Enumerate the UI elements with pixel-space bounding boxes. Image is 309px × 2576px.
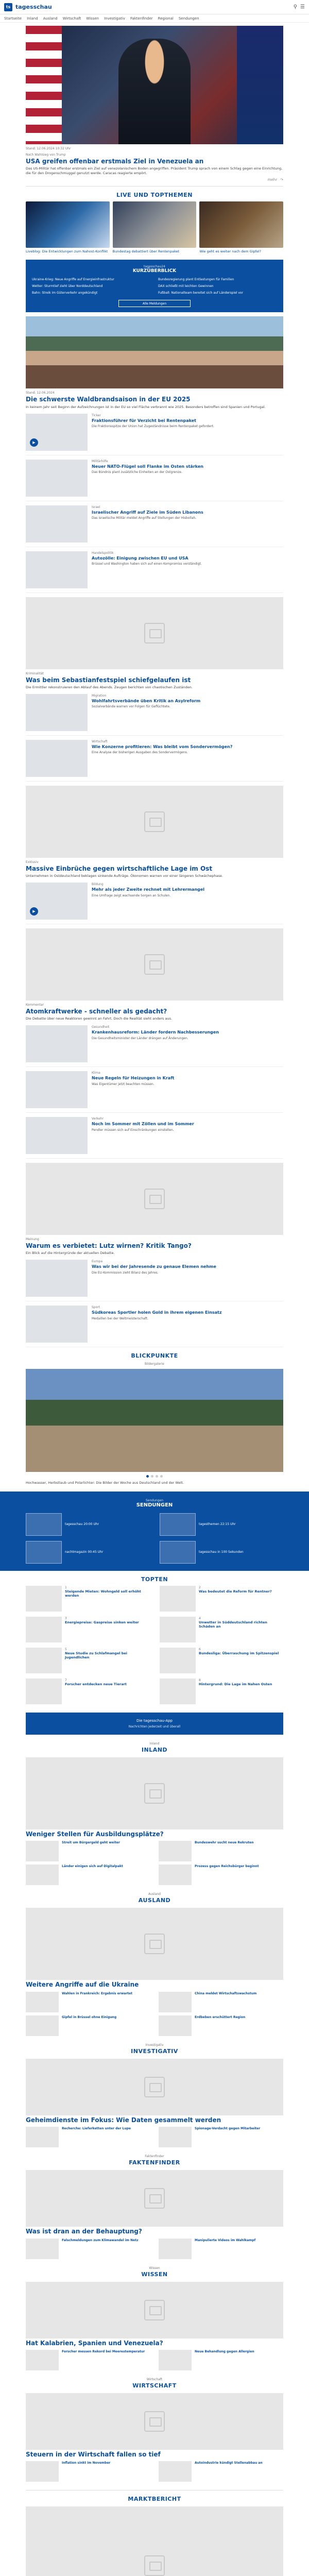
app-promo-subtitle: Nachrichten jederzeit und überall (128, 1724, 181, 1728)
image-icon (144, 623, 165, 643)
topten-item[interactable] (160, 1648, 283, 1673)
show-title: tagesschau 20:00 Uhr (65, 1522, 99, 1527)
sendungen-title: SENDUNGEN (136, 1502, 173, 1508)
row-meta: Handelspolitik (92, 551, 114, 555)
fakten-label: Faktenfinder (145, 2155, 164, 2159)
row-meta: Wirtschaft (92, 739, 108, 743)
row-headline[interactable]: Krankenhausreform: Länder fordern Nachbesserungen (92, 1030, 219, 1035)
list-item[interactable] (26, 878, 283, 924)
row-headline[interactable]: Was wir bei der Jahresende zu genaue Elemen nehme (92, 1264, 216, 1269)
block4-headline[interactable]: Atomkraftwerke - schneller als gedacht? (26, 1007, 167, 1015)
row-meta: Israel (92, 505, 100, 509)
inland-item-title: Bundeswehr sucht neue Rekruten (195, 1841, 254, 1845)
investigativ-item[interactable] (26, 2127, 150, 2147)
thumbnail (26, 883, 88, 920)
nav-item-investigativ[interactable]: Investigativ (104, 16, 125, 21)
topten-rank: 8 (199, 1678, 201, 1682)
row-meta: Bildung (92, 882, 104, 886)
row-teaser: Pendler müssen sich auf Einschränkungen einstellen. (92, 1128, 174, 1132)
ausland-title: AUSLAND (138, 1897, 171, 1904)
list-item[interactable] (26, 1113, 283, 1159)
block5-meta: Meinung (26, 1238, 39, 1242)
topten-item[interactable] (160, 1617, 283, 1642)
inland-item[interactable] (26, 1865, 150, 1885)
investigativ-title: INVESTIGATIV (131, 2047, 178, 2055)
image-icon (144, 2188, 165, 2209)
block2-teaser: Die Ermittler rekonstruieren den Ablauf des Abends. Zeugen berichten von chaotischen Zuständen. (26, 685, 193, 689)
image-icon (144, 2077, 165, 2097)
show-image (160, 1541, 196, 1564)
row-headline[interactable]: Neuer NATO-Flügel soll Flanke im Osten stärken (92, 464, 204, 469)
image-placeholder[interactable] (26, 786, 283, 858)
show-image (26, 1541, 62, 1564)
live-image (113, 201, 197, 248)
row-headline[interactable]: Wohlfahrtsverbände üben Kritik an Asylreform (92, 698, 201, 703)
topten-rank: 1 (65, 1585, 67, 1589)
share-icon[interactable]: ↷ (280, 177, 283, 182)
thumbnail (26, 414, 88, 451)
row-teaser: Sozialverbände warnen vor Folgen für Geflüchtete. (92, 705, 170, 709)
row-meta: Ticker (92, 413, 101, 417)
ausland-item-title: Gipfel in Brüssel ohne Einigung (62, 2015, 117, 2019)
wissen-label: Wissen (149, 2266, 160, 2270)
topten-rank: 5 (65, 1647, 67, 1651)
header (0, 0, 309, 14)
image-icon (144, 1783, 165, 1804)
kurzueberblick (26, 260, 283, 312)
row-teaser: Medaillen bei der Weltmeisterschaft. (92, 1316, 149, 1320)
play-icon: ▶ (30, 907, 38, 916)
list-item[interactable] (26, 1301, 283, 1347)
ausland-label: Ausland (148, 1892, 161, 1896)
lead-teaser: Das US-Militär hat offenbar erstmals ein Ziel auf venezolanischem Boden angegriffen. Präsident Trump sprach von einem Schlag gegen eine Einrichtung, die für den Drogenschmuggel genutzt werde. Caracas reagierte empört. (26, 166, 283, 176)
more-link[interactable]: mehr (267, 177, 278, 182)
thumbnail (26, 505, 88, 543)
show-card[interactable] (160, 1513, 283, 1536)
image-placeholder[interactable] (26, 2170, 283, 2227)
sendungen-label: Sendungen (145, 1498, 164, 1502)
sendungen-section (0, 1492, 309, 1571)
row-teaser: Die Gesundheitsminister der Länder drängen auf Änderungen. (92, 1036, 188, 1040)
wissen-item-title: Neue Behandlung gegen Allergien (195, 2349, 254, 2353)
block5-teaser: Ein Blick auf die Hintergründe der aktuellen Debatte. (26, 1251, 115, 1256)
topten-item[interactable] (26, 1586, 149, 1612)
live-caption: Liveblog: Die Entwicklungen zum Nahost-Konflikt (26, 249, 108, 253)
thumbnail (26, 740, 88, 777)
investigativ-headline[interactable]: Geheimdienste im Fokus: Wie Daten gesammelt werden (26, 2116, 221, 2124)
nav-item-wirtschaft[interactable]: Wirtschaft (62, 16, 81, 21)
nav-item-wissen[interactable]: Wissen (86, 16, 99, 21)
ausland-item-title: Erdbeben erschüttert Region (195, 2015, 246, 2019)
block4-teaser: Die Debatte über neue Reaktoren gewinnt an Fahrt. Doch die Realität sieht anders aus. (26, 1016, 173, 1021)
play-icon: ▶ (30, 438, 38, 447)
image-icon (144, 1934, 165, 1954)
live-caption: Wie geht es weiter nach dem Gipfel? (199, 249, 262, 253)
row-meta: Militärhilfe (92, 459, 108, 463)
image-icon (144, 811, 165, 832)
show-card[interactable] (160, 1541, 283, 1564)
search-icon[interactable]: ⚲ (293, 4, 298, 10)
row-headline[interactable]: Israelischer Angriff auf Ziele im Süden Libanons (92, 510, 203, 515)
investigativ-label: Investigativ (145, 2043, 164, 2047)
thumbnail (26, 1025, 88, 1062)
fakten-headline[interactable]: Was ist dran an der Behauptung? (26, 2228, 142, 2235)
show-card[interactable] (26, 1541, 149, 1564)
logo-mark[interactable]: ts (4, 3, 12, 11)
kurz-item[interactable]: Wetter: Sturmtief zieht über Norddeutschland (32, 284, 103, 288)
block2-headline[interactable]: Was beim Sebastianfestspiel schiefgelaufen ist (26, 676, 191, 684)
gallery-pagination (26, 1475, 283, 1478)
image-icon (144, 2300, 165, 2320)
thumbnail (26, 1117, 88, 1154)
ausland-headline[interactable]: Weitere Angriffe auf die Ukraine (26, 1981, 139, 1989)
list-item[interactable] (26, 547, 283, 593)
row-teaser: Die EU-Kommission zieht Bilanz des Jahres. (92, 1270, 159, 1275)
app-promo[interactable] (26, 1713, 283, 1735)
row-meta: Verkehr (92, 1117, 104, 1121)
topten-headline: Unwetter in Süddeutschland richten Schäden an (199, 1620, 267, 1629)
kurz-item[interactable]: Ukraine-Krieg: Neue Angriffe auf Energieinfrastruktur (32, 278, 114, 282)
main-nav (0, 14, 309, 23)
block3-teaser: Unternehmen in Ostdeutschland beklagen sinkende Aufträge. Ökonomen warnen vor einer längeren Schwächephase. (26, 874, 223, 878)
topten-rank: 2 (199, 1585, 201, 1589)
live-card[interactable] (113, 201, 197, 253)
list-item[interactable] (26, 1067, 283, 1113)
row-meta: Klima (92, 1071, 100, 1075)
city-meta: Stand: 12.06.2024 (26, 391, 55, 395)
topten-headline: Was bedeutet die Reform für Rentner? (199, 1589, 272, 1594)
investigativ-item-title: Spionage-Verdacht gegen Mitarbeiter (195, 2127, 261, 2131)
block2-meta: Kriminalität (26, 671, 44, 675)
image-icon (144, 954, 165, 975)
thumbnail (26, 694, 88, 731)
topten-rank: 4 (199, 1616, 201, 1620)
thumbnail (26, 460, 88, 497)
topten-headline: Bundesliga: Überraschung im Spitzenspiel (199, 1651, 279, 1655)
block4-meta: Kommentar (26, 1003, 44, 1007)
image-placeholder[interactable] (26, 928, 283, 1001)
bp-caption: Hochwasser, Herbstlaub und Polarlichter: Die Bilder der Woche aus Deutschland und der Welt. (26, 1481, 184, 1485)
wirtschaft-headline[interactable]: Steuern in der Wirtschaft fallen so tief (26, 2450, 161, 2458)
topten-grid (26, 1586, 283, 1704)
live-title: LIVE UND TOPTHEMEN (116, 191, 193, 198)
list-item[interactable] (26, 690, 283, 736)
block5-headline[interactable]: Warum es verbietet: Lutz wirnen? Kritik Tango? (26, 1242, 192, 1250)
topten-title: TOPTEN (141, 1575, 168, 1583)
row-meta: Sport (92, 1306, 100, 1310)
block3-headline[interactable]: Massive Einbrüche gegen wirtschaftliche Lage im Ost (26, 865, 213, 872)
list-item[interactable] (26, 410, 283, 455)
inland-item[interactable] (159, 1865, 283, 1885)
inland-item[interactable] (26, 1841, 150, 1861)
topten-item[interactable] (26, 1617, 149, 1642)
live-image (199, 201, 283, 248)
menu-icon[interactable]: ☰ (300, 4, 305, 10)
all-news-button[interactable]: Alle Meldungen (118, 300, 191, 307)
live-card[interactable] (26, 201, 110, 253)
ausland-item-title: Wahlen in Frankreich: Ergebnis erwartet (62, 1991, 133, 1995)
flag-decor (26, 26, 62, 144)
wirtschaft-item-title: Inflation sinkt im November (62, 2461, 111, 2465)
wirtschaft-item[interactable] (159, 2461, 283, 2482)
ausland-item-title: China meldet Wirtschaftswachstum (195, 1991, 257, 1995)
show-title: tagesthemen 22:15 Uhr (199, 1522, 236, 1527)
wissen-item-title: Forscher messen Rekord bei Meerestemperatur (62, 2349, 145, 2353)
markt-title: MARKTBERICHT (128, 2496, 181, 2503)
live-card[interactable] (199, 201, 283, 253)
topten-headline: Forscher entdecken neue Tierart (65, 1682, 127, 1686)
row-headline[interactable]: Noch im Sommer mit Zöllen und im Sommer (92, 1122, 194, 1127)
show-image (160, 1513, 196, 1536)
image-icon (144, 1189, 165, 1209)
list-item[interactable] (26, 455, 283, 501)
bp-label: Bildergalerie (145, 1362, 164, 1366)
city-headline[interactable]: Die schwerste Waldbrandsaison in der EU 2025 (26, 396, 191, 403)
image-placeholder[interactable] (26, 1908, 283, 1980)
row-teaser: Eine Umfrage zeigt wachsende Sorgen an Schulen. (92, 893, 171, 897)
fakten-item[interactable] (159, 2239, 283, 2259)
list-item[interactable] (26, 736, 283, 782)
fakten-item[interactable] (26, 2239, 150, 2259)
rows-1 (26, 410, 283, 593)
row-teaser: Eine Analyse der bisherigen Ausgaben des Sondervermögens. (92, 751, 188, 755)
image-icon (144, 2555, 165, 2576)
row-teaser: Die Fraktionsspitze der Union hat Zugeständnisse beim Rentenpaket gefordert. (92, 425, 214, 429)
kurz-label: tagesschau24 (144, 265, 165, 269)
show-title: tagesschau in 100 Sekunden (199, 1550, 244, 1554)
image-placeholder[interactable] (26, 1163, 283, 1235)
topten-rank: 7 (65, 1678, 67, 1682)
row-meta: Gesundheit (92, 1025, 110, 1029)
city-photo[interactable] (26, 316, 283, 388)
wirtschaft-label: Wirtschaft (146, 2377, 163, 2381)
row-headline[interactable]: Mehr als jeder Zweite rechnet mit Lehrermangel (92, 887, 205, 892)
list-item[interactable] (26, 1256, 283, 1301)
image-icon (144, 2411, 165, 2432)
row-headline[interactable]: Südkoreas Sportler holen Gold in ihrem eigenen Einsatz (92, 1310, 222, 1315)
lead-image[interactable] (26, 26, 283, 144)
lead-headline[interactable]: USA greifen offenbar erstmals Ziel in Venezuela an (26, 158, 204, 165)
row-teaser: Brüssel und Washington haben sich auf einen Kompromiss verständigt. (92, 562, 202, 566)
block3-meta: Exklusiv (26, 860, 39, 864)
row-headline[interactable]: Wie Konzerne profitieren: Was bleibt vom Sondervermögen? (92, 744, 233, 749)
topten-headline: Steigende Mieten: Wohngeld soll erhöht werden (65, 1589, 141, 1598)
topten-headline: Neue Studie zu Schlafmangel bei Jugendlichen (65, 1651, 128, 1660)
wissen-item[interactable] (26, 2350, 150, 2370)
row-teaser: Das israelische Militär meldet Angriffe auf Stellungen der Hisbollah. (92, 516, 197, 520)
inland-title: INLAND (141, 1746, 168, 1753)
nav-item-start[interactable]: Startseite (4, 16, 22, 21)
row-teaser: Was Eigentümer jetzt beachten müssen. (92, 1082, 154, 1086)
wissen-item[interactable] (159, 2350, 283, 2370)
ausland-item[interactable] (26, 1992, 150, 2012)
kurz-title: KURZÜBERBLICK (132, 268, 177, 274)
row-teaser: Das Bündnis plant zusätzliche Einheiten an der Ostgrenze. (92, 470, 182, 474)
kurz-item[interactable]: Bahn: Streik im Güterverkehr angekündigt (32, 291, 98, 295)
live-caption: Bundestag debattiert über Rentenpaket (112, 249, 180, 253)
inland-item[interactable] (159, 1841, 283, 1861)
app-promo-title: Die tagesschau-App (136, 1718, 173, 1723)
nav-item-ausland[interactable]: Ausland (43, 16, 58, 21)
share-row (26, 178, 283, 182)
live-image (26, 201, 110, 248)
nav-item-regional[interactable]: Regional (158, 16, 174, 21)
row-meta: Migration (92, 693, 107, 698)
image-placeholder[interactable] (26, 2393, 283, 2450)
image-placeholder[interactable] (26, 2059, 283, 2115)
inland-item-title: Prozess gegen Reichsbürger beginnt (195, 1865, 259, 1869)
topten-headline: Hintergrund: Die Lage im Nahen Osten (199, 1682, 272, 1686)
image-placeholder[interactable] (26, 597, 283, 669)
speaker-figure (118, 39, 191, 144)
nav-item-inland[interactable]: Inland (27, 16, 38, 21)
topten-rank: 6 (199, 1647, 201, 1651)
lead-meta: Stand: 12.06.2024 10:32 Uhr (26, 147, 71, 150)
row-meta: Europa (92, 1260, 103, 1264)
wissen-title: WISSEN (141, 2270, 168, 2278)
inland-label: Inland (149, 1741, 160, 1745)
wirtschaft-item[interactable] (26, 2461, 150, 2482)
inland-item-title: Streit um Bürgergeld geht weiter (62, 1841, 120, 1845)
topten-item[interactable] (160, 1679, 283, 1704)
inland-item-title: Länder einigen sich auf Digitalpakt (62, 1865, 123, 1869)
show-image (26, 1513, 62, 1536)
lead-topline: Nach Wahlsieg von Trump (26, 153, 66, 157)
investigativ-item[interactable] (159, 2127, 283, 2147)
blickpunkte-title: BLICKPUNKTE (131, 1352, 178, 1360)
thumbnail (26, 1306, 88, 1343)
ausland-item[interactable] (159, 1992, 283, 2012)
wirtschaft-item-title: Autoindustrie kündigt Stellenabbau an (195, 2461, 263, 2465)
ausland-item[interactable] (26, 2015, 150, 2036)
image-placeholder[interactable] (26, 2282, 283, 2338)
kurz-item[interactable]: Fußball: Nationalteam bereitet sich auf Länderspiel vor (158, 291, 244, 295)
list-item[interactable] (26, 1021, 283, 1067)
thumbnail (26, 551, 88, 588)
nav-item-faktenfinder[interactable]: Faktenfinder (130, 16, 153, 21)
row-headline[interactable]: Neue Regeln für Heizungen in Kraft (92, 1076, 175, 1081)
fakten-item-title: Falschmeldungen zum Klimawandel im Netz (62, 2238, 139, 2242)
row-headline[interactable]: Fraktionsführer für Verzicht bei Rentenpaket (92, 418, 196, 423)
thumbnail (26, 1260, 88, 1297)
flag-decor-right (237, 26, 283, 144)
city-teaser: In keinem Jahr seit Beginn der Aufzeichnungen ist in der EU so viel Fläche verbrannt wie 2025. Besonders betroffen sind Spanien und Portugal. (26, 404, 266, 409)
topten-headline: Energiepreise: Gaspreise sinken weiter (65, 1620, 139, 1624)
logo[interactable]: tagesschau (15, 4, 52, 10)
topten-item[interactable] (160, 1586, 283, 1612)
image-placeholder[interactable] (26, 2506, 283, 2576)
show-title: nachtmagazin 00:45 Uhr (65, 1550, 104, 1554)
topten-item[interactable] (26, 1648, 149, 1673)
live-row (26, 201, 283, 253)
thumbnail (26, 1071, 88, 1108)
list-item[interactable] (26, 501, 283, 547)
nav-item-sendungen[interactable]: Sendungen (178, 16, 199, 21)
image-placeholder[interactable] (26, 1757, 283, 1829)
kurz-item[interactable]: Bundesregierung plant Entlastungen für Familien (158, 278, 234, 282)
wirtschaft-title: WIRTSCHAFT (132, 2382, 177, 2389)
topten-rank: 3 (65, 1616, 67, 1620)
fakten-item-title: Manipulierte Videos im Wahlkampf (195, 2238, 256, 2242)
kurz-item[interactable]: DAX schließt mit leichten Gewinnen (158, 284, 214, 288)
gallery-image[interactable] (26, 1369, 283, 1472)
inland-headline[interactable]: Weniger Stellen für Ausbildungsplätze? (26, 1830, 164, 1838)
wissen-headline[interactable]: Hat Kalabrien, Spanien und Venezuela? (26, 2339, 163, 2347)
topten-item[interactable] (26, 1679, 149, 1704)
ausland-item[interactable] (159, 2015, 283, 2036)
row-headline[interactable]: Autozölle: Einigung zwischen EU und USA (92, 555, 188, 561)
fakten-title: FAKTENFINDER (129, 2159, 180, 2166)
investigativ-item-title: Recherche: Lieferketten unter der Lupe (62, 2127, 131, 2131)
show-card[interactable] (26, 1513, 149, 1536)
